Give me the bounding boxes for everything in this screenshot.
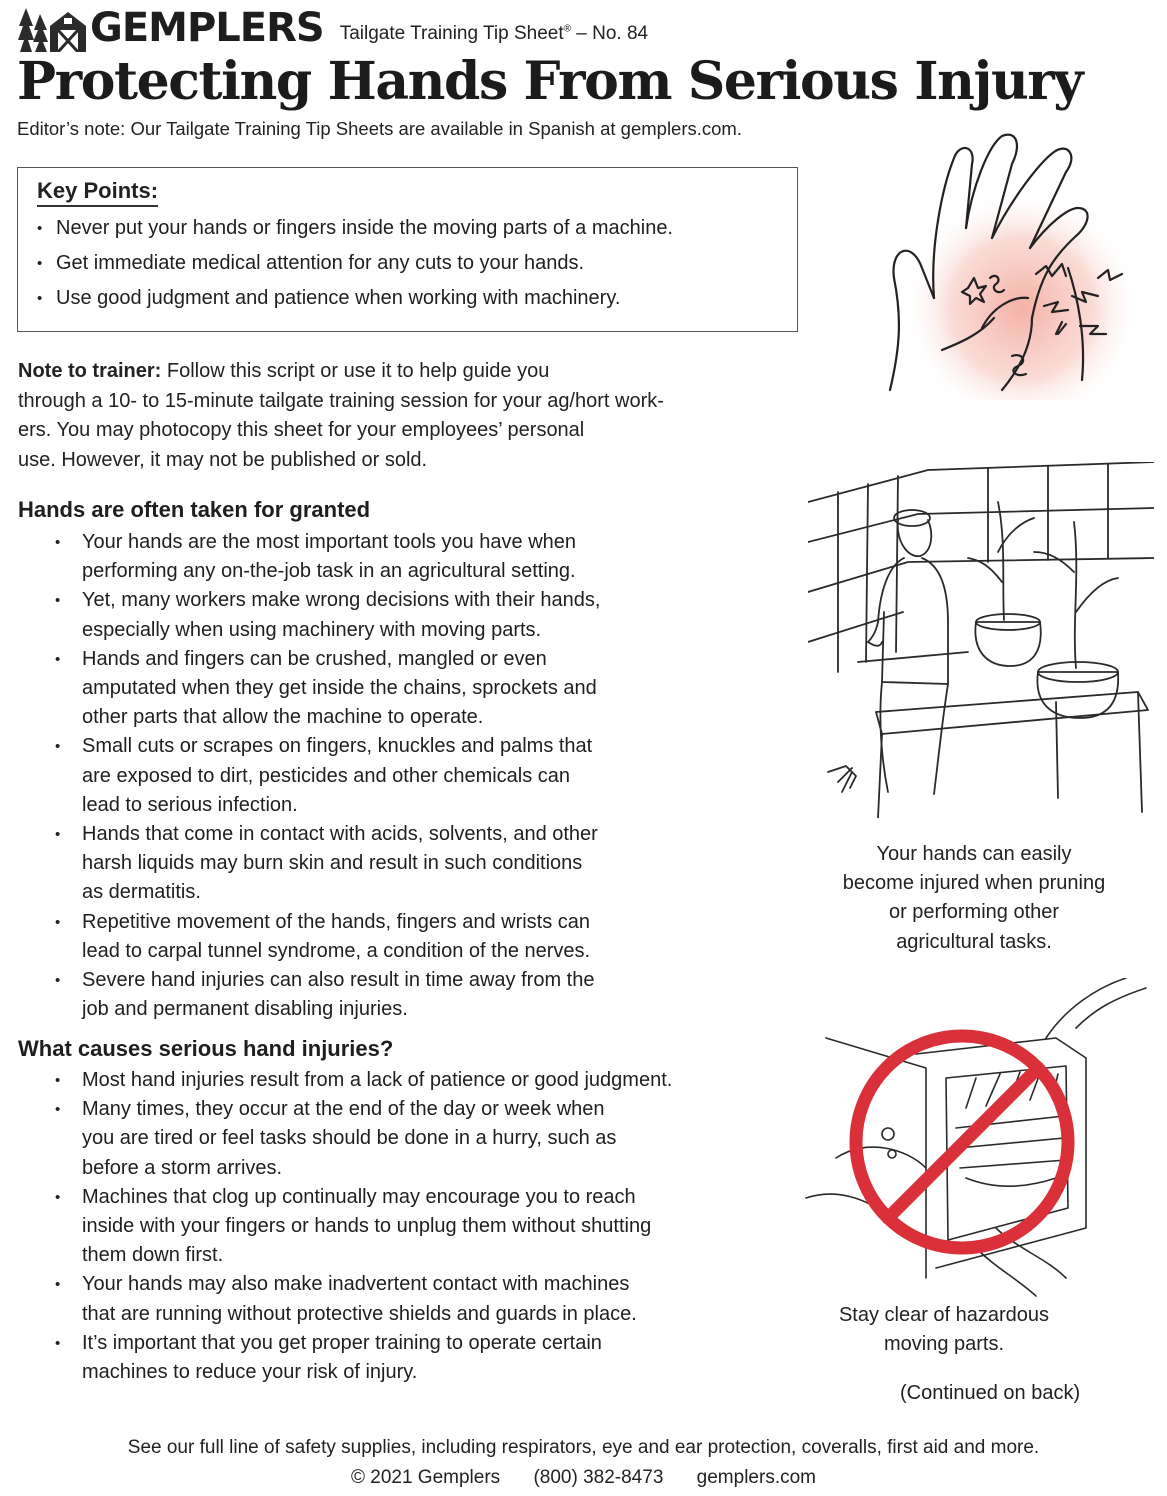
page-title: Protecting Hands From Serious Injury <box>17 51 1083 112</box>
gemplers-logo <box>18 4 324 52</box>
list-item: • Yet, many workers make wrong decisions with their hands, especially when using machinery with moving parts. <box>55 586 600 644</box>
injured-hand-illustration <box>872 128 1142 400</box>
key-points-list <box>37 211 797 316</box>
trainer-note-label: Note to trainer: <box>18 360 162 382</box>
list-item: • Hands and fingers can be crushed, mangled or even amputated when they get inside the chains, sprockets and other parts that allow the machine to operate. <box>55 645 600 733</box>
list-item: • Severe hand injuries can also result in time away from the job and permanent disabling injuries. <box>55 966 600 1024</box>
key-point: • Never put your hands or fingers inside the moving parts of a machine. <box>37 211 797 246</box>
list-item: • Your hands may also make inadvertent contact with machines that are running without protective shields and guards in place. <box>55 1270 672 1328</box>
hazard-machine-illustration <box>796 978 1152 1300</box>
section-heading-causes: What causes serious hand injuries? <box>18 1036 394 1061</box>
list-item: • Hands that come in contact with acids, solvents, and other harsh liquids may burn skin and result in such conditions as dermatitis. <box>55 820 600 908</box>
footer-phone[interactable]: (800) 382-8473 <box>533 1467 664 1488</box>
list-item: • Small cuts or scrapes on fingers, knuckles and palms that are exposed to dirt, pesticides and other chemicals can lead to serious infection. <box>55 732 600 820</box>
section2-bullets <box>55 1066 672 1387</box>
worker-pruning-illustration <box>808 462 1154 818</box>
caption-hazard: Stay clear of hazardous moving parts. <box>838 1304 1050 1356</box>
brand-name: GEMPLERS <box>90 5 324 51</box>
header <box>18 2 648 52</box>
editor-note: Editor’s note: Our Tailgate Training Tip Sheets are available in Spanish at gemplers.com. <box>17 118 742 139</box>
footer-website[interactable]: gemplers.com <box>696 1467 816 1488</box>
registered-mark: ® <box>563 23 571 35</box>
sheet-number: – No. 84 <box>576 23 649 44</box>
section1-bullets <box>55 528 600 1024</box>
footer-copyright: © 2021 Gemplers <box>350 1467 501 1488</box>
key-point: • Get immediate medical attention for any cuts to your hands. <box>37 246 797 281</box>
sheet-series: Tailgate Training Tip Sheet <box>339 23 564 44</box>
trainer-note-line: through a 10- to 15-minute tailgate training session for your ag/hort work- <box>18 389 664 412</box>
trainer-note <box>18 357 778 475</box>
footer-supplies-line: See our full line of safety supplies, including respirators, eye and ear protection, coveralls, first aid and more. <box>127 1437 1040 1458</box>
list-item: • Machines that clog up continually may encourage you to reach inside with your fingers or hands to unplug them without shutting them down first. <box>55 1183 672 1271</box>
list-item: • Most hand injuries result from a lack of patience or good judgment. <box>55 1066 672 1095</box>
key-points-heading: Key Points: <box>37 178 158 207</box>
list-item: • Your hands are the most important tools you have when performing any on-the-job task in an agricultural setting. <box>55 528 600 586</box>
trainer-note-line: ers. You may photocopy this sheet for your employees’ personal <box>18 419 585 441</box>
continued-on-back: (Continued on back) <box>900 1382 1081 1404</box>
section-heading-taken-for-granted: Hands are often taken for granted <box>18 497 371 522</box>
list-item: • It’s important that you get proper training to operate certain machines to reduce your risk of injury. <box>55 1329 672 1387</box>
footer <box>0 1433 1167 1493</box>
list-item: • Repetitive movement of the hands, fingers and wrists can lead to carpal tunnel syndrome, a condition of the nerves. <box>55 908 600 966</box>
list-item: • Many times, they occur at the end of the day or week when you are tired or feel tasks should be done in a hurry, such as before a storm arrives. <box>55 1095 672 1183</box>
trainer-note-line: Follow this script or use it to help guide you <box>161 360 550 382</box>
sheet-tag <box>340 23 648 45</box>
caption-pruning: Your hands can easily become injured when pruning or performing other agricultural tasks. <box>842 843 1106 953</box>
barn-and-trees-icon <box>18 4 88 52</box>
key-point: • Use good judgment and patience when working with machinery. <box>37 281 797 316</box>
key-points-box <box>17 167 798 332</box>
trainer-note-line: use. However, it may not be published or sold. <box>18 448 428 471</box>
